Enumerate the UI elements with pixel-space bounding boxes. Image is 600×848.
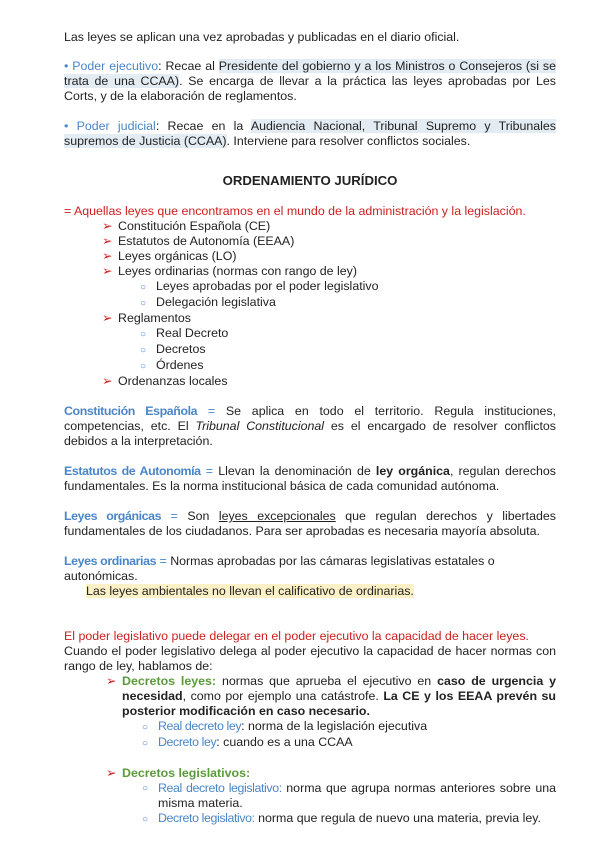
poder-ejecutivo-rest: . Se encarga de llevar a la práctica las leyes aprobadas por Les Corts, y de la elaboración de reglamentos. [64,74,556,103]
ce-eq: = [197,404,226,418]
circle-bullet-icon: ○ [142,738,149,749]
list-subitem-ord-2 [140,295,556,311]
circle-bullet-icon: ○ [140,329,147,340]
lord-text1: Normas aprobadas por las cámaras legislativas estatales o autonómicas. [64,554,495,583]
ea-bold: ley orgánica [375,464,450,478]
lord-term: Leyes ordinarias [64,554,157,568]
arrow-bullet-icon: ➢ [106,766,117,780]
sub-term: Decreto ley [158,735,217,749]
sub-text: norma que agrupa normas anteriores sobre una misma materia. [158,781,556,810]
list-item-ordinarias [102,264,556,279]
document-page [64,30,556,827]
delegar2-text: Cuando el poder legislativo delega al poder ejecutivo la capacidad de hacer normas con rango de ley, hablamos de: [64,644,556,673]
decretos-leyes-label: Decretos leyes: [122,674,217,688]
sub-term: Real decreto legislativo: [158,781,282,795]
poder-ejecutivo-paragraph [64,59,556,104]
sub-term: Decreto legislativo: [158,811,255,825]
circle-bullet-icon: ○ [140,345,147,356]
definition-text: = Aquellas leyes que encontramos en el mundo de la administración y la legislación. [64,204,526,218]
ea-eq: = [200,464,219,478]
intro-text: Las leyes se aplican una vez aprobadas y publicadas en el diario oficial. [64,30,460,44]
lo-eq: = [161,509,188,523]
list-item-label: Ordenanzas locales [118,374,228,388]
poder-judicial-colon: : Recae en la [155,119,251,133]
ce-term: Constitución Española [64,404,198,418]
list-item-label: Decretos [156,342,206,356]
section-title: ORDENAMIENTO JURÍDICO [222,173,398,188]
circle-bullet-icon: ○ [142,814,149,825]
list-subitem-ord-1 [140,279,556,295]
lord-paragraph [64,554,556,584]
list-item-label: Reglamentos [118,311,192,325]
lo-text2: que regulan derechos y libertades fundamentales de los ciudadanos. Para ser aprobadas es necesaria mayoría absoluta. [64,509,556,538]
ea-term: Estatutos de Autonomía [64,464,201,478]
ce-text1: Se aplica en todo el territorio. Regula instituciones, competencias, etc. El [64,404,557,433]
sub-paragraph [158,781,556,811]
poder-judicial-label: • Poder judicial [64,119,156,133]
list-item-label: Leyes aprobadas por el poder legislativo [156,279,379,293]
list-item-label: Delegación legislativa [156,295,276,309]
circle-bullet-icon: ○ [140,361,147,372]
decretos-leyes-text [122,674,556,719]
arrow-bullet-icon: ➢ [102,264,113,278]
delegar-text: El poder legislativo puede delegar en el poder ejecutivo la capacidad de hacer leyes. [64,629,529,643]
list-item-eeaa [102,234,556,249]
decretos-leyes-b1: caso de urgencia y necesidad [122,674,557,703]
poder-ejecutivo-label: • Poder ejecutivo [64,59,159,73]
ea-text1: Llevan la denominación de [218,464,376,478]
decretos-leyes-b2: La CE y los EEAA prevén su posterior modificación en caso necesario. [122,689,556,718]
ce-paragraph [64,404,556,449]
decretos-leyes-t1: normas que aprueba el ejecutivo en [216,674,438,688]
list-item-label: Órdenes [156,358,204,372]
decretos-legislativos-label: Decretos legislativos: [122,766,251,780]
lord-note [86,584,556,599]
circle-bullet-icon: ○ [142,783,149,794]
lo-underline: leyes excepcionales [218,509,336,523]
ce-italic: Tribunal Constitucional [195,419,325,433]
circle-bullet-icon: ○ [140,282,147,293]
list-item-lo [102,249,556,264]
list-item-reglamentos [102,311,556,326]
list-item-label: Estatutos de Autonomía (EEAA) [118,234,295,248]
list-item-ordenanzas [102,374,556,389]
ea-text2: , regulan derechos fundamentales. Es la norma institucional básica de cada comunidad autónoma. [64,464,556,493]
poder-ejecutivo-colon: : Recae al [158,59,219,73]
lo-paragraph [64,509,556,539]
list-item-label: Leyes ordinarias (normas con rango de ley) [118,264,357,278]
arrow-bullet-icon: ➢ [102,234,113,248]
lord-eq: = [156,554,171,568]
decretos-legislativos-item [106,766,556,781]
arrow-bullet-icon: ➢ [102,219,113,233]
decretos-leyes-item [106,674,556,719]
arrow-bullet-icon: ➢ [106,674,117,688]
poder-ejecutivo-highlight: Presidente del gobierno y a los Ministros o Consejeros (si se trata de una CCAA) [64,59,556,88]
list-subitem-reg-3 [140,358,556,374]
arrow-bullet-icon: ➢ [102,249,113,263]
sub-text: norma que regula de nuevo una materia, previa ley. [254,811,541,825]
poder-judicial-highlight: Audiencia Nacional, Tribunal Supremo y Tribunales supremos de Justicia (CCAA) [64,119,556,148]
decretos-leg-sub1 [142,781,556,811]
list-item-label: Leyes orgánicas (LO) [118,249,237,263]
ordenamiento-list [102,219,556,389]
ce-text2: es el encargado de resolver conflictos debidos a la interpretación. [64,419,556,448]
sub-term: Real decreto ley [158,719,242,733]
list-item-label: Real Decreto [156,326,229,340]
circle-bullet-icon: ○ [142,722,149,733]
list-subitem-reg-1 [140,326,556,342]
decretos-leyes-sub2 [142,735,556,751]
sub-text: : norma de la legislación ejecutiva [241,719,428,733]
list-subitem-reg-2 [140,342,556,358]
list-item-ce [102,219,556,234]
decretos-leg-sub2 [142,811,556,827]
lo-text1: Son [187,509,219,523]
sub-text: : cuando es a una CCAA [216,735,353,749]
ea-paragraph [64,464,556,494]
decretos-leyes-sub1 [142,719,556,735]
list-item-label: Constitución Española (CE) [118,219,271,233]
circle-bullet-icon: ○ [140,298,147,309]
lo-term: Leyes orgánicas [64,509,162,523]
poder-judicial-paragraph [64,119,556,149]
decretos-leyes-t2: , como por ejemplo una catástrofe. [182,689,384,703]
lord-highlight: Las leyes ambientales no llevan el calificativo de ordinarias. [86,584,414,598]
poder-judicial-rest: . Interviene para resolver conflictos sociales. [226,134,471,148]
arrow-bullet-icon: ➢ [102,374,113,388]
arrow-bullet-icon: ➢ [102,311,113,325]
